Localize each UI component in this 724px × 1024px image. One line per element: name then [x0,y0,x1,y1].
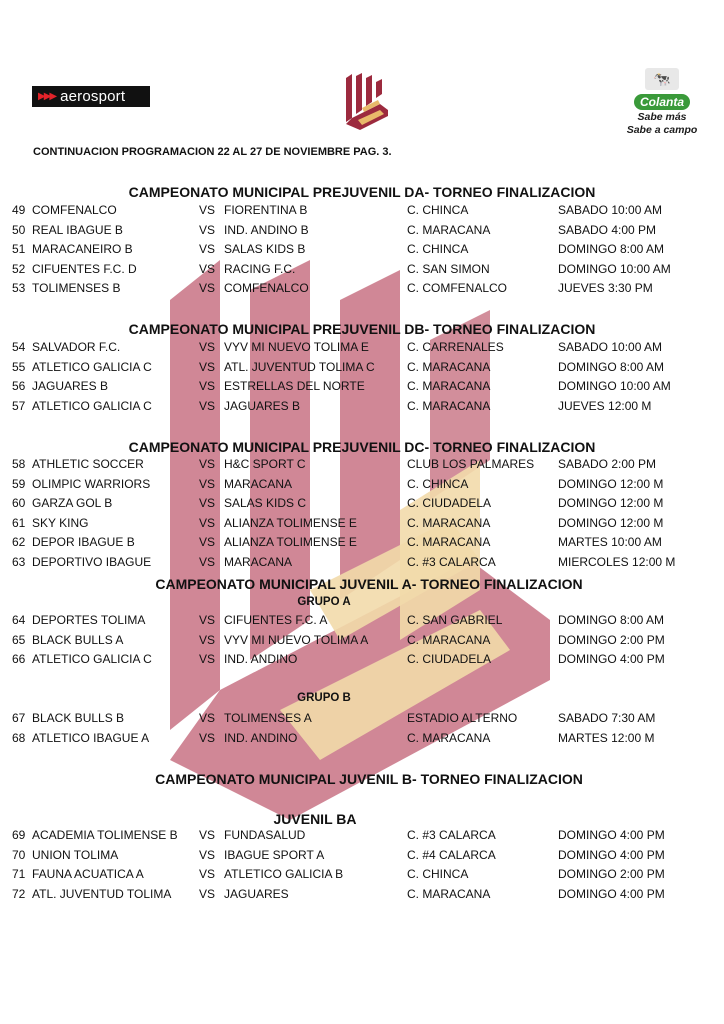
match-time: SABADO 2:00 PM [558,457,657,471]
match-row [0,633,724,651]
vs-label: VS [199,476,216,491]
match-time: DOMINGO 8:00 AM [558,242,665,257]
home-team: GARZA GOL B [32,496,113,511]
home-team: JAGUARES B [32,379,109,394]
match-number: 69 [12,828,26,842]
venue: CLUB LOS PALMARES [407,457,535,471]
match-row [0,379,724,397]
vs-label: VS [199,711,216,725]
venue: C. MARACANA [407,359,491,374]
match-number: 67 [12,711,26,725]
match-number: 70 [12,847,26,862]
home-team: REAL IBAGUE B [32,222,123,237]
match-time: JUEVES 3:30 PM [558,281,653,296]
match-number: 56 [12,379,26,394]
match-row [0,262,724,280]
match-time: DOMINGO 4:00 PM [558,847,665,862]
vs-label: VS [199,828,216,842]
match-number: 68 [12,730,26,745]
match-row [0,652,724,670]
match-number: 53 [12,281,26,296]
match-time: JUEVES 12:00 M [558,398,652,413]
away-team: H&C SPORT C [224,457,306,471]
away-team: FUNDASALUD [224,828,306,842]
colanta-slogan-line2: Sabe a campo [626,123,698,136]
match-time: DOMINGO 10:00 AM [558,261,671,276]
vs-label: VS [199,203,216,217]
vs-label: VS [199,613,216,627]
match-row [0,613,724,631]
match-row [0,223,724,241]
match-number: 64 [12,613,26,627]
match-time: DOMINGO 4:00 PM [558,886,665,901]
match-number: 57 [12,398,26,413]
match-row [0,848,724,866]
match-row [0,516,724,534]
venue: C. CHINCA [407,867,469,882]
match-time: DOMINGO 10:00 AM [558,379,671,394]
away-team: COMFENALCO [224,281,309,296]
vs-label: VS [199,457,216,471]
away-team: CIFUENTES F.C. A [224,613,328,627]
home-team: BLACK BULLS B [32,711,125,725]
match-time: SABADO 4:00 PM [558,222,657,237]
home-team: UNION TOLIMA [32,847,119,862]
vs-label: VS [199,535,216,550]
venue: C. MARACANA [407,535,491,550]
match-row [0,535,724,553]
match-number: 61 [12,515,26,530]
colanta-brand: Colanta [634,94,690,110]
away-team: JAGUARES B [224,398,301,413]
away-team: ATLETICO GALICIA B [224,867,344,882]
page-subtitle: CONTINUACION PROGRAMACION 22 AL 27 DE NOVIEMBRE PAG. 3. [33,146,392,158]
venue: C. CHINCA [407,242,469,257]
home-team: ATHLETIC SOCCER [32,457,144,471]
venue: C. CIUDADELA [407,652,492,667]
match-number: 63 [12,555,26,569]
match-number: 71 [12,867,26,882]
away-team: IND. ANDINO B [224,222,309,237]
aerosport-logo [32,86,150,107]
home-team: ACADEMIA TOLIMENSE B [32,828,178,842]
match-row [0,867,724,885]
vs-label: VS [199,847,216,862]
match-row [0,340,724,358]
away-team: ATL. JUVENTUD TOLIMA C [224,359,375,374]
vs-label: VS [199,555,216,569]
match-number: 55 [12,359,26,374]
home-team: FAUNA ACUATICA A [32,867,144,882]
home-team: ATLETICO GALICIA C [32,652,152,667]
venue: C. MARACANA [407,886,491,901]
vs-label: VS [199,515,216,530]
aerosport-logo-text: aerosport [60,88,126,105]
match-row [0,281,724,299]
away-team: RACING F.C. [224,261,296,276]
match-time: SABADO 10:00 AM [558,340,663,354]
section-title: CAMPEONATO MUNICIPAL PREJUVENIL DB- TORNEO FINALIZACION [128,321,596,337]
match-time: DOMINGO 4:00 PM [558,828,665,842]
match-time: DOMINGO 12:00 M [558,496,664,511]
away-team: IND. ANDINO [224,652,298,667]
match-time: DOMINGO 8:00 AM [558,613,665,627]
vs-label: VS [199,867,216,882]
away-team: VYV MI NUEVO TOLIMA A [224,632,369,647]
match-time: DOMINGO 12:00 M [558,476,664,491]
match-number: 49 [12,203,26,217]
venue: C. CHINCA [407,203,469,217]
vs-label: VS [199,730,216,745]
match-number: 60 [12,496,26,511]
section-title: CAMPEONATO MUNICIPAL JUVENIL B- TORNEO FINALIZACION [155,771,583,787]
section-title: CAMPEONATO MUNICIPAL PREJUVENIL DC- TORNEO FINALIZACION [128,439,596,455]
match-row [0,242,724,260]
match-time: MARTES 12:00 M [558,730,655,745]
match-time: SABADO 7:30 AM [558,711,656,725]
match-row [0,203,724,221]
colanta-logo [622,68,702,138]
away-team: MARACANA [224,476,293,491]
match-number: 50 [12,222,26,237]
vs-label: VS [199,359,216,374]
vs-label: VS [199,398,216,413]
home-team: DEPOR IBAGUE B [32,535,135,550]
match-time: DOMINGO 12:00 M [558,515,664,530]
match-time: MARTES 10:00 AM [558,535,662,550]
vs-label: VS [199,340,216,354]
away-team: FIORENTINA B [224,203,308,217]
match-number: 62 [12,535,26,550]
venue: C. CIUDADELA [407,496,492,511]
venue: C. COMFENALCO [407,281,508,296]
away-team: TOLIMENSES A [224,711,312,725]
vs-label: VS [199,632,216,647]
home-team: TOLIMENSES B [32,281,121,296]
match-row [0,477,724,495]
venue: C. MARACANA [407,379,491,394]
match-number: 58 [12,457,26,471]
vs-label: VS [199,652,216,667]
match-time: DOMINGO 8:00 AM [558,359,665,374]
colanta-slogan-line1: Sabe más [637,111,687,123]
venue: ESTADIO ALTERNO [407,711,518,725]
away-team: ALIANZA TOLIMENSE E [224,535,357,550]
away-team: SALAS KIDS B [224,242,306,257]
match-time: MIERCOLES 12:00 M [558,555,676,569]
match-time: SABADO 10:00 AM [558,203,663,217]
venue: C. #4 CALARCA [407,847,496,862]
section-title: CAMPEONATO MUNICIPAL JUVENIL A- TORNEO FINALIZACION [155,576,583,592]
away-team: IBAGUE SPORT A [224,847,325,862]
match-row [0,887,724,905]
match-row [0,555,724,573]
home-team: COMFENALCO [32,203,117,217]
match-row [0,731,724,749]
match-number: 51 [12,242,26,257]
match-row [0,828,724,846]
venue: C. MARACANA [407,730,491,745]
section-subtitle: JUVENIL BA [273,811,357,827]
home-team: ATL. JUVENTUD TOLIMA [32,886,172,901]
home-team: DEPORTIVO IBAGUE [32,555,152,569]
venue: C. MARACANA [407,515,491,530]
home-team: DEPORTES TOLIMA [32,613,146,627]
match-row [0,711,724,729]
vs-label: VS [199,379,216,394]
home-team: SKY KING [32,515,89,530]
home-team: ATLETICO GALICIA C [32,359,152,374]
match-number: 54 [12,340,26,354]
away-team: VYV MI NUEVO TOLIMA E [224,340,369,354]
match-row [0,457,724,475]
match-number: 65 [12,632,26,647]
group-title: GRUPO A [297,596,351,608]
venue: C. CARRENALES [407,340,504,354]
lfc-crest-icon [344,72,390,132]
match-time: DOMINGO 4:00 PM [558,652,665,667]
home-team: MARACANEIRO B [32,242,133,257]
venue: C. SAN SIMON [407,261,490,276]
away-team: JAGUARES [224,886,289,901]
away-team: IND. ANDINO [224,730,298,745]
section-title: CAMPEONATO MUNICIPAL PREJUVENIL DA- TORNEO FINALIZACION [128,184,596,200]
group-title: GRUPO B [297,692,351,704]
away-team: ALIANZA TOLIMENSE E [224,515,357,530]
match-number: 59 [12,476,26,491]
home-team: BLACK BULLS A [32,632,124,647]
vs-label: VS [199,261,216,276]
venue: C. #3 CALARCA [407,828,496,842]
home-team: SALVADOR F.C. [32,340,121,354]
away-team: MARACANA [224,555,293,569]
home-team: ATLETICO GALICIA C [32,398,152,413]
away-team: ESTRELLAS DEL NORTE [224,379,365,394]
vs-label: VS [199,242,216,257]
match-number: 72 [12,886,26,901]
vs-label: VS [199,222,216,237]
home-team: CIFUENTES F.C. D [32,261,137,276]
venue: C. MARACANA [407,398,491,413]
match-number: 52 [12,261,26,276]
match-number: 66 [12,652,26,667]
match-row [0,360,724,378]
venue: C. CHINCA [407,476,469,491]
venue: C. SAN GABRIEL [407,613,503,627]
play-arrows-icon: ▶▶▶ [38,91,56,102]
match-time: DOMINGO 2:00 PM [558,867,665,882]
away-team: SALAS KIDS C [224,496,307,511]
cow-icon: 🐄 [645,68,679,90]
home-team: ATLETICO IBAGUE A [32,730,150,745]
match-row [0,496,724,514]
home-team: OLIMPIC WARRIORS [32,476,151,491]
venue: C. MARACANA [407,632,491,647]
venue: C. #3 CALARCA [407,555,496,569]
match-row [0,399,724,417]
match-time: DOMINGO 2:00 PM [558,632,665,647]
venue: C. MARACANA [407,222,491,237]
vs-label: VS [199,496,216,511]
vs-label: VS [199,886,216,901]
vs-label: VS [199,281,216,296]
